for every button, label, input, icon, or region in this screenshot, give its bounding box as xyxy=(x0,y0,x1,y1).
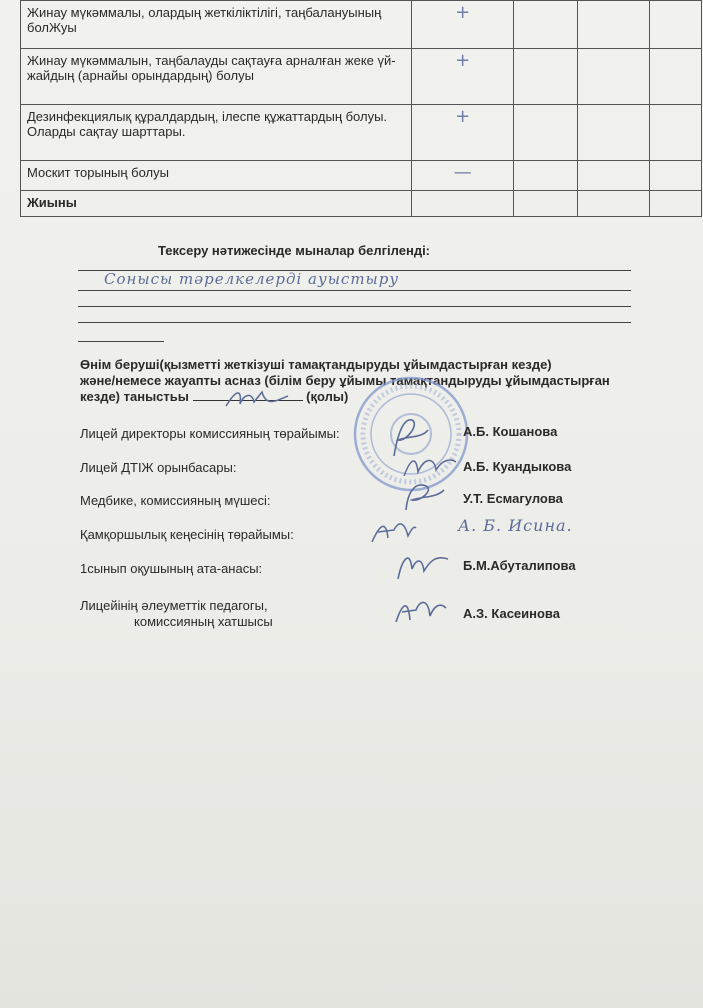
criterion-cell: Москит торының болуы xyxy=(21,161,412,191)
signature-image xyxy=(222,386,292,412)
findings-line xyxy=(78,306,631,307)
table-row xyxy=(21,1,702,49)
signatory-role: Лицейінің әлеуметтік педагогы, комиссияның хатшысы xyxy=(80,598,273,629)
table-row xyxy=(21,191,702,217)
acknowledgement-block: Өнім беруші(қызметті жеткізуші тамақтандыруды ұйымдастырған кезде) және/немесе жауапты асназ (білім беру ұйымы тамақтандыруды ұйымдастырған кезде) таныстьы (қолы) xyxy=(80,357,610,404)
signatory-role: Медбике, комиссияның мүшесі: xyxy=(80,493,271,508)
criterion-cell: Жинау мүкәммалын, таңбалауды сақтауға арналған жеке үй-жайдың (арнайы орындардың) болуы xyxy=(21,49,412,105)
findings-line xyxy=(78,322,631,323)
mark-cell: + xyxy=(412,105,514,161)
signatory-role: Лицей ДТІЖ орынбасары: xyxy=(80,460,237,475)
signature-image xyxy=(392,545,452,583)
table-row xyxy=(21,105,702,161)
signatory-role: Лицей директоры комиссияның төрайымы: xyxy=(80,426,340,441)
criterion-cell: Жинау мүкәммалы, олардың жеткіліктілігі, таңбалануының болЖуы xyxy=(21,1,412,49)
mark-cell: + xyxy=(412,49,514,105)
signature-image xyxy=(368,516,418,546)
checklist-table xyxy=(20,0,702,217)
signature-image xyxy=(400,480,450,514)
signatory-name: А.З. Касеинова xyxy=(463,606,560,621)
signatory-name: А.Б. Куандыкова xyxy=(463,459,572,474)
findings-line xyxy=(78,290,631,291)
findings-heading: Тексеру нәтижесінде мыналар белгіленді: xyxy=(158,243,431,258)
total-cell: Жиыны xyxy=(21,191,412,217)
signatory-name-handwritten: А. Б. Исина. xyxy=(458,516,573,535)
signatory-role: Қамқоршылық кеңесінің төрайымы: xyxy=(80,527,294,542)
mark-cell: + xyxy=(412,1,514,49)
signature-image xyxy=(400,450,460,480)
signatory-name: У.Т. Есмагулова xyxy=(463,491,563,506)
findings-line xyxy=(78,341,164,342)
table-row xyxy=(21,161,702,191)
signatory-name: Б.М.Абуталипова xyxy=(463,558,576,573)
signatory-role: 1сынып оқушының ата-анасы: xyxy=(80,561,263,576)
criterion-cell: Дезинфекциялық құралдардың, ілеспе құжаттардың болуы. Оларды сақтау шарттары. xyxy=(21,105,412,161)
mark-cell: — xyxy=(412,161,514,191)
findings-handwritten: Сонысы тәрелкелерді ауыстыру xyxy=(104,270,400,288)
signatory-name: А.Б. Кошанова xyxy=(463,424,558,439)
signature-image xyxy=(392,592,448,632)
table-row xyxy=(21,49,702,105)
